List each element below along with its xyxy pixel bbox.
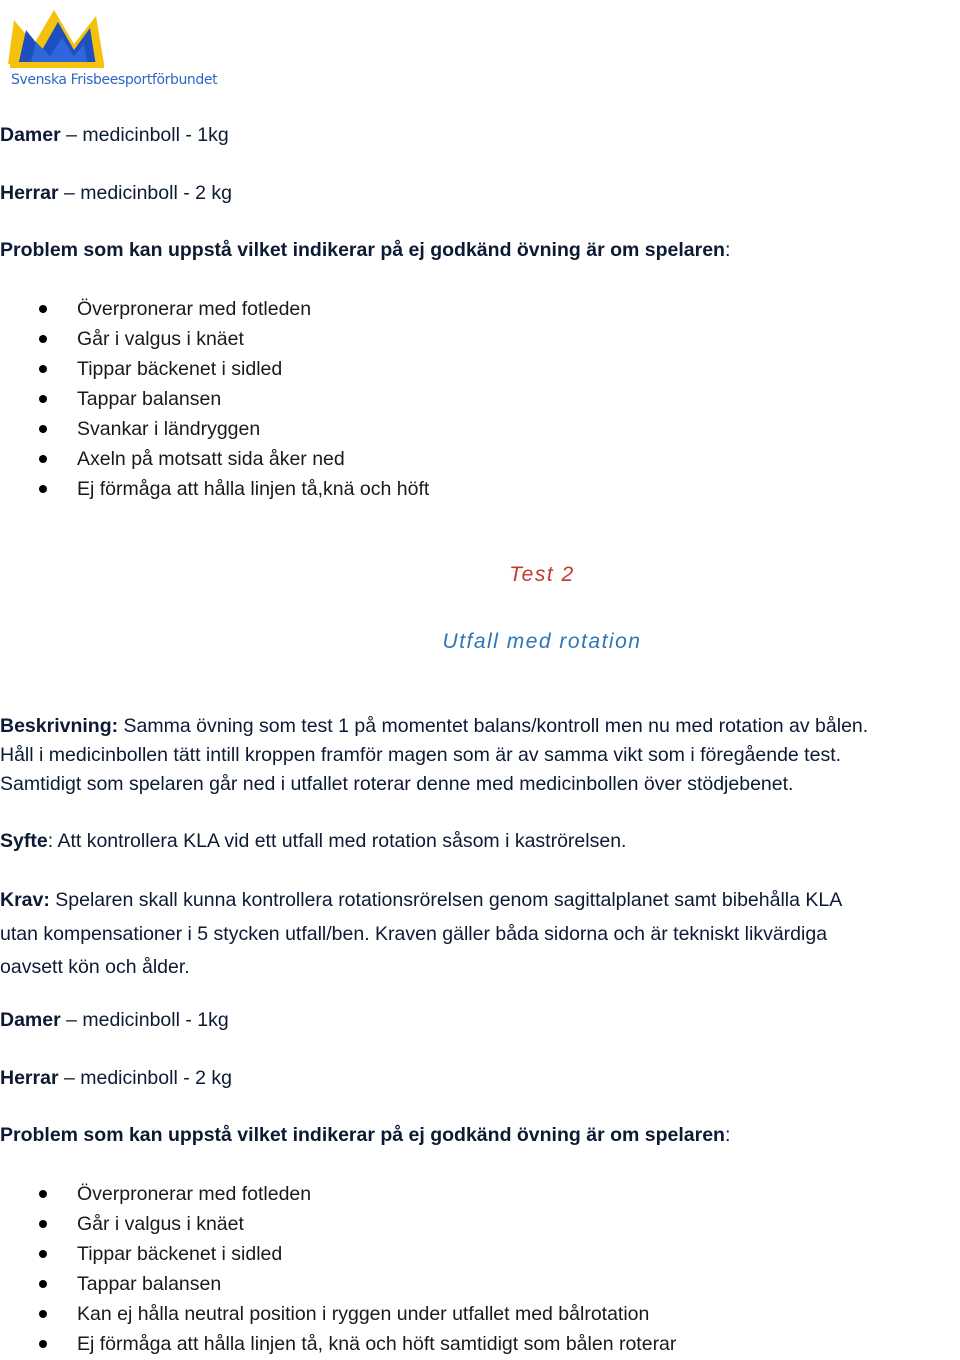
test-subtitle: Utfall med rotation bbox=[442, 630, 642, 653]
list-item: Går i valgus i knäet bbox=[0, 1209, 676, 1239]
problem-heading-2: Problem som kan uppstå vilket indikerar på ej godkänd övning är om spelaren: bbox=[0, 1124, 731, 1146]
herrar-label: Herrar bbox=[0, 182, 59, 204]
bullet-icon bbox=[39, 425, 47, 433]
list-item: Tippar bäckenet i sidled bbox=[0, 354, 429, 384]
bullet-icon bbox=[39, 1250, 47, 1258]
bullet-icon bbox=[39, 305, 47, 313]
list-item: Axeln på motsatt sida åker ned bbox=[0, 444, 429, 474]
list-item: Ej förmåga att hålla linjen tå, knä och höft samtidigt som bålen roterar bbox=[0, 1329, 676, 1359]
bullet-icon bbox=[39, 1340, 47, 1348]
list-item: Tappar balansen bbox=[0, 1269, 676, 1299]
syfte-label: Syfte bbox=[0, 830, 48, 852]
crown-icon bbox=[4, 4, 114, 74]
list-item: Tappar balansen bbox=[0, 384, 429, 414]
bullet-icon bbox=[39, 335, 47, 343]
bullet-icon bbox=[39, 1190, 47, 1198]
list-item: Går i valgus i knäet bbox=[0, 324, 429, 354]
bullet-icon bbox=[39, 1280, 47, 1288]
herrar-label: Herrar bbox=[0, 1067, 59, 1089]
bullet-icon bbox=[39, 1310, 47, 1318]
herrar-weight-line-2 bbox=[0, 1065, 232, 1091]
herrar-value: – medicinboll - 2 kg bbox=[58, 182, 232, 204]
bullet-icon bbox=[39, 485, 47, 493]
list-item: Överpronerar med fotleden bbox=[0, 294, 429, 324]
test-title: Test 2 bbox=[509, 563, 575, 586]
krav-label: Krav: bbox=[0, 889, 50, 911]
damer-label: Damer bbox=[0, 1009, 61, 1031]
damer-label: Damer bbox=[0, 124, 61, 146]
damer-weight-line-2 bbox=[0, 1007, 229, 1033]
bullet-icon bbox=[39, 1220, 47, 1228]
krav-paragraph: Krav: Spelaren skall kunna kontrollera rotationsrörelsen genom sagittalplanet samt bibehålla KLA utan kompensationer i 5 stycken utfall/ben. Kraven gäller båda sidorna och är tekniskt likvärdiga oavsett kön och ålder. bbox=[0, 889, 843, 978]
herrar-weight-line bbox=[0, 180, 232, 206]
description-paragraph: Beskrivning: Samma övning som test 1 på momentet balans/kontroll men nu med rotation av bålen. Håll i medicinbollen tätt intill kroppen framför magen som är av samma vikt som i föregående test. Samtidigt som spelaren går ned i utfallet roterar denne med medicinbollen över stödjebenet. bbox=[0, 715, 869, 795]
list-item: Svankar i ländryggen bbox=[0, 414, 429, 444]
list-item: Tippar bäckenet i sidled bbox=[0, 1239, 676, 1269]
description-label: Beskrivning: bbox=[0, 715, 119, 737]
list-item: Överpronerar med fotleden bbox=[0, 1179, 676, 1209]
list-item: Ej förmåga att hålla linjen tå,knä och höft bbox=[0, 474, 429, 504]
bullet-icon bbox=[39, 395, 47, 403]
damer-value: – medicinboll - 1kg bbox=[60, 124, 229, 146]
logo-text: Svenska Frisbeesportförbundet bbox=[11, 72, 218, 88]
syfte-line: Syfte: Att kontrollera KLA vid ett utfall med rotation såsom i kaströrelsen. bbox=[0, 830, 627, 852]
problem-list bbox=[0, 294, 429, 504]
list-item: Kan ej hålla neutral position i ryggen under utfallet med bålrotation bbox=[0, 1299, 676, 1329]
bullet-icon bbox=[39, 455, 47, 463]
problem-heading: Problem som kan uppstå vilket indikerar på ej godkänd övning är om spelaren: bbox=[0, 239, 731, 261]
herrar-value: – medicinboll - 2 kg bbox=[58, 1067, 232, 1089]
damer-value: – medicinboll - 1kg bbox=[60, 1009, 229, 1031]
problem-list-2 bbox=[0, 1179, 676, 1359]
damer-weight-line bbox=[0, 122, 229, 148]
bullet-icon bbox=[39, 365, 47, 373]
federation-logo bbox=[4, 4, 216, 88]
